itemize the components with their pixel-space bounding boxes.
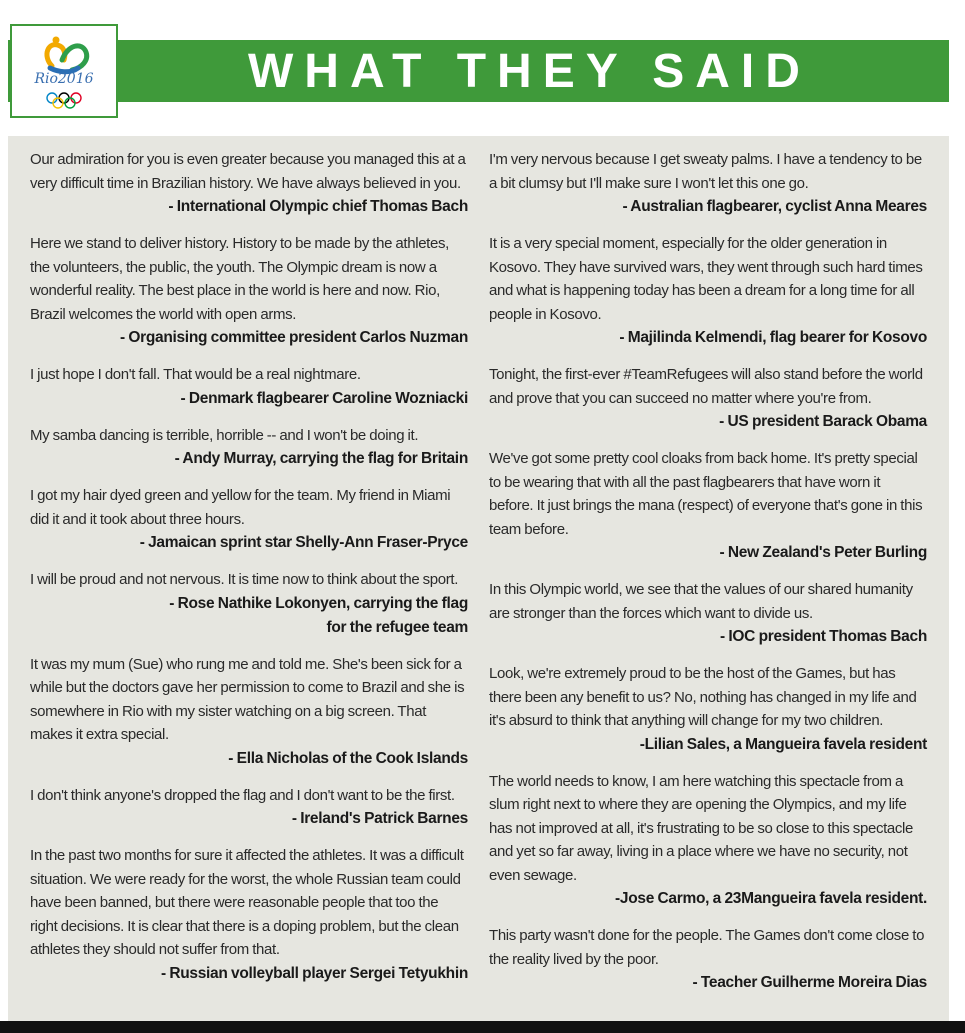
quote-attribution: - Teacher Guilherme Moreira Dias [692, 974, 927, 991]
quote-text: It was my mum (Sue) who rung me and told me. She's been sick for a while but the doctors gave her permission to come to Brazil and she is somewhere in Rio with my sister watching on a big screen. That makes it extra special. [30, 655, 465, 743]
quote-text: We've got some pretty cool cloaks from back home. It's pretty special to be wearing that with all the past flagbearers that have worn it before. It just brings the mana (respect) of everyone that's gone in this team before. [489, 450, 923, 538]
quote-text: In this Olympic world, we see that the values of our shared humanity are stronger than the forces which want to divide us. [489, 581, 913, 622]
quote-attribution: - International Olympic chief Thomas Bach [168, 198, 468, 215]
quote-attribution: - Ireland's Patrick Barnes [291, 810, 468, 827]
logo-text: Rio2016 [34, 71, 94, 87]
quote-text: I just hope I don't fall. That would be a real nightmare. [30, 366, 361, 383]
quote-attribution: - Jamaican sprint star Shelly-Ann Fraser-Pryce [139, 534, 468, 551]
quote-attribution: - Australian flagbearer, cyclist Anna Meares [622, 198, 927, 215]
rio2016-logo [10, 24, 118, 118]
quote-text: I will be proud and not nervous. It is time now to think about the sport. [30, 571, 459, 588]
quote-block [489, 363, 927, 434]
quote-block [30, 424, 468, 472]
bottom-border [0, 1021, 965, 1033]
quote-attribution: - Andy Murray, carrying the flag for Britain [174, 450, 468, 467]
quote-block [489, 924, 927, 995]
quote-text: My samba dancing is terrible, horrible -- and I won't be doing it. [30, 426, 419, 444]
quote-block [30, 232, 468, 350]
quote-block [489, 578, 927, 649]
quote-text: This party wasn't done for the people. The Games don't come close to the reality lived by the poor. [489, 927, 925, 968]
quote-text: Look, we're extremely proud to be the host of the Games, but has there been any benefit to us? No, nothing has changed in my life and it's absurd to think that anything will change for my two children. [489, 665, 917, 729]
quote-attribution: -Jose Carmo, a 23Mangueira favela resident. [615, 890, 927, 907]
quote-text: I'm very nervous because I get sweaty palms. I have a tendency to be a bit clumsy but I'll make sure I won't let this one go. [489, 151, 922, 192]
quote-block [489, 662, 927, 757]
quote-attribution: - Denmark flagbearer Caroline Wozniacki [180, 389, 468, 407]
quote-text: Here we stand to deliver history. History to be made by the athletes, the volunteers, the public, the youth. The Olympic dream is now a wonderful reality. The best place in the world is here and now. Rio, Brazil welcomes the world with open arms. [30, 235, 449, 323]
quote-text: In the past two months for sure it affected the athletes. It was a difficult situation. We were ready for the worst, the whole Russian team could have been banned, but there were reasonable people that too the right decisions. It is clear that there is a doping problem, but the clean athletes they should not suffer from that. [30, 847, 464, 958]
quote-block [30, 568, 468, 640]
quote-block [30, 844, 468, 986]
quote-attribution: - US president Barack Obama [719, 413, 927, 430]
quote-attribution: - IOC president Thomas Bach [720, 628, 927, 645]
quotes-column-right [489, 148, 927, 995]
quote-block [489, 148, 927, 219]
quote-text: I don't think anyone's dropped the flag and I don't want to be the first. [30, 786, 455, 804]
quote-block [30, 653, 468, 771]
quote-block [489, 232, 927, 350]
quote-attribution: - New Zealand's Peter Burling [719, 544, 927, 561]
quote-attribution: -Lilian Sales, a Mangueira favela resident [639, 735, 927, 753]
quote-text: The world needs to know, I am here watching this spectacle from a slum right next to where they are opening the Olympics, and my life has not improved at all, it's frustrating to be so close to this spectacle and yet so far away, living in a place where we have no security, not even sewage. [489, 772, 914, 884]
quote-attribution: - Majilinda Kelmendi, flag bearer for Kosovo [619, 329, 927, 346]
quotes-column-left [30, 148, 468, 986]
quote-attribution: - Ella Nicholas of the Cook Islands [228, 749, 468, 767]
quote-block [30, 484, 468, 555]
quote-attribution: - Organising committee president Carlos Nuzman [119, 329, 468, 346]
quote-block [489, 447, 927, 565]
quote-block [30, 363, 468, 411]
quote-text: I got my hair dyed green and yellow for the team. My friend in Miami did it and it took about three hours. [30, 487, 451, 528]
quote-block [30, 148, 468, 219]
quote-text: Our admiration for you is even greater because you managed this at a very difficult time in Brazilian history. We have always believed in you. [30, 151, 466, 192]
page-title: WHAT THEY SAID [248, 45, 811, 98]
quote-text: It is a very special moment, especially for the older generation in Kosovo. They have survived wars, they went through such hard times and what is happening today has been a dream for a long time for all people in Kosovo. [489, 235, 923, 323]
quote-text: Tonight, the first-ever #TeamRefugees will also stand before the world and prove that you can succeed no matter where you're from. [489, 366, 923, 407]
quote-block [489, 770, 927, 912]
quote-attribution: - Russian volleyball player Sergei Tetyukhin [160, 964, 468, 982]
quote-attribution: - Rose Nathike Lokonyen, carrying the flag for the refugee team [169, 594, 468, 636]
quote-block [30, 784, 468, 832]
